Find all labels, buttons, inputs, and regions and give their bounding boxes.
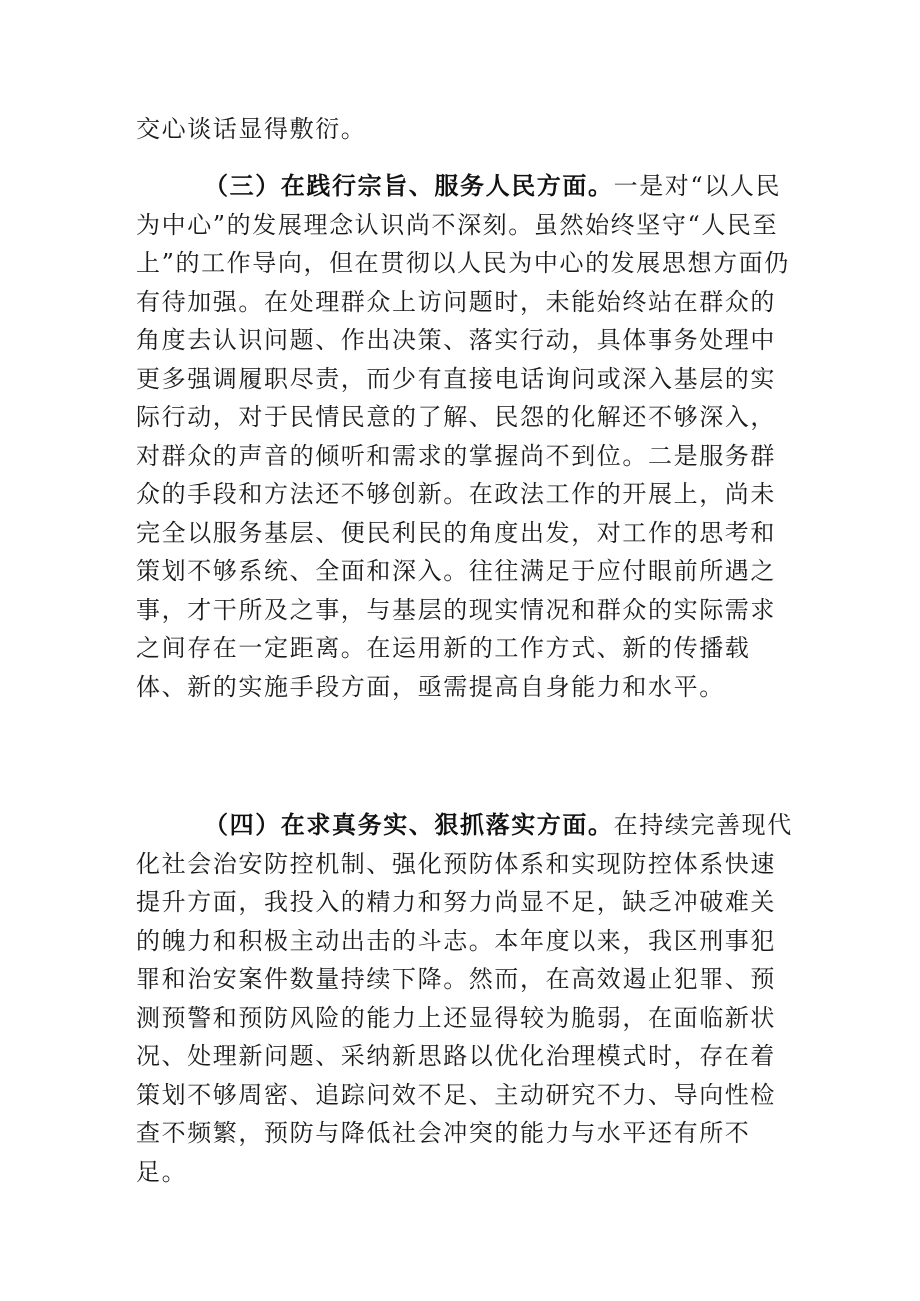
section-4-heading: （四）在求真务实、狠抓落实方面。 — [204, 810, 614, 839]
section-4-body: 在持续完善现代化社会治安防控机制、强化预防体系和实现防控体系快速提升方面，我投入的精力和努力尚显不足，缺乏冲破难关的魄力和积极主动出击的斗志。本年度以来，我区刑事犯罪和治安案件数量持续下降。然而，在高效遏止犯罪、预测预警和预防风险的能力上还显得较为脆弱，在面临新状况、处理新问题、采纳新思路以优化治理模式时，存在着策划不够周密、追踪问效不足、主动研究不力、导向性检查不频繁，预防与降低社会冲突的能力与水平还有所不足。 — [136, 811, 793, 1186]
section-3-text — [136, 167, 800, 706]
section-3-heading: （三）在践行宗旨、服务人民方面。 — [204, 171, 614, 200]
section-4-paragraph — [136, 806, 800, 1191]
section-3-paragraph — [136, 167, 800, 706]
section-3-body: 一是对“以人民为中心”的发展理念认识尚不深刻。虽然始终坚守“人民至上”的工作导向，但在贯彻以人民为中心的发展思想方面仍有待加强。在处理群众上访问题时，未能始终站在群众的角度去认识问题、作出决策、落实行动，具体事务处理中更多强调履职尽责，而少有直接电话询问或深入基层的实际行动，对于民情民意的了解、民怨的化解还不够深入，对群众的声音的倾听和需求的掌握尚不到位。二是服务群众的手段和方法还不够创新。在政法工作的开展上，尚未完全以服务基层、便民利民的角度出发，对工作的思考和策划不够系统、全面和深入。往往满足于应付眼前所遇之事，才干所及之事，与基层的现实情况和群众的实际需求之间存在一定距离。在运用新的工作方式、新的传播载体、新的实施手段方面，亟需提高自身能力和水平。 — [136, 172, 790, 701]
section-4-text — [136, 806, 800, 1191]
paragraph-fragment — [136, 110, 800, 149]
fragment-text: 交心谈话显得敷衍。 — [136, 115, 367, 143]
